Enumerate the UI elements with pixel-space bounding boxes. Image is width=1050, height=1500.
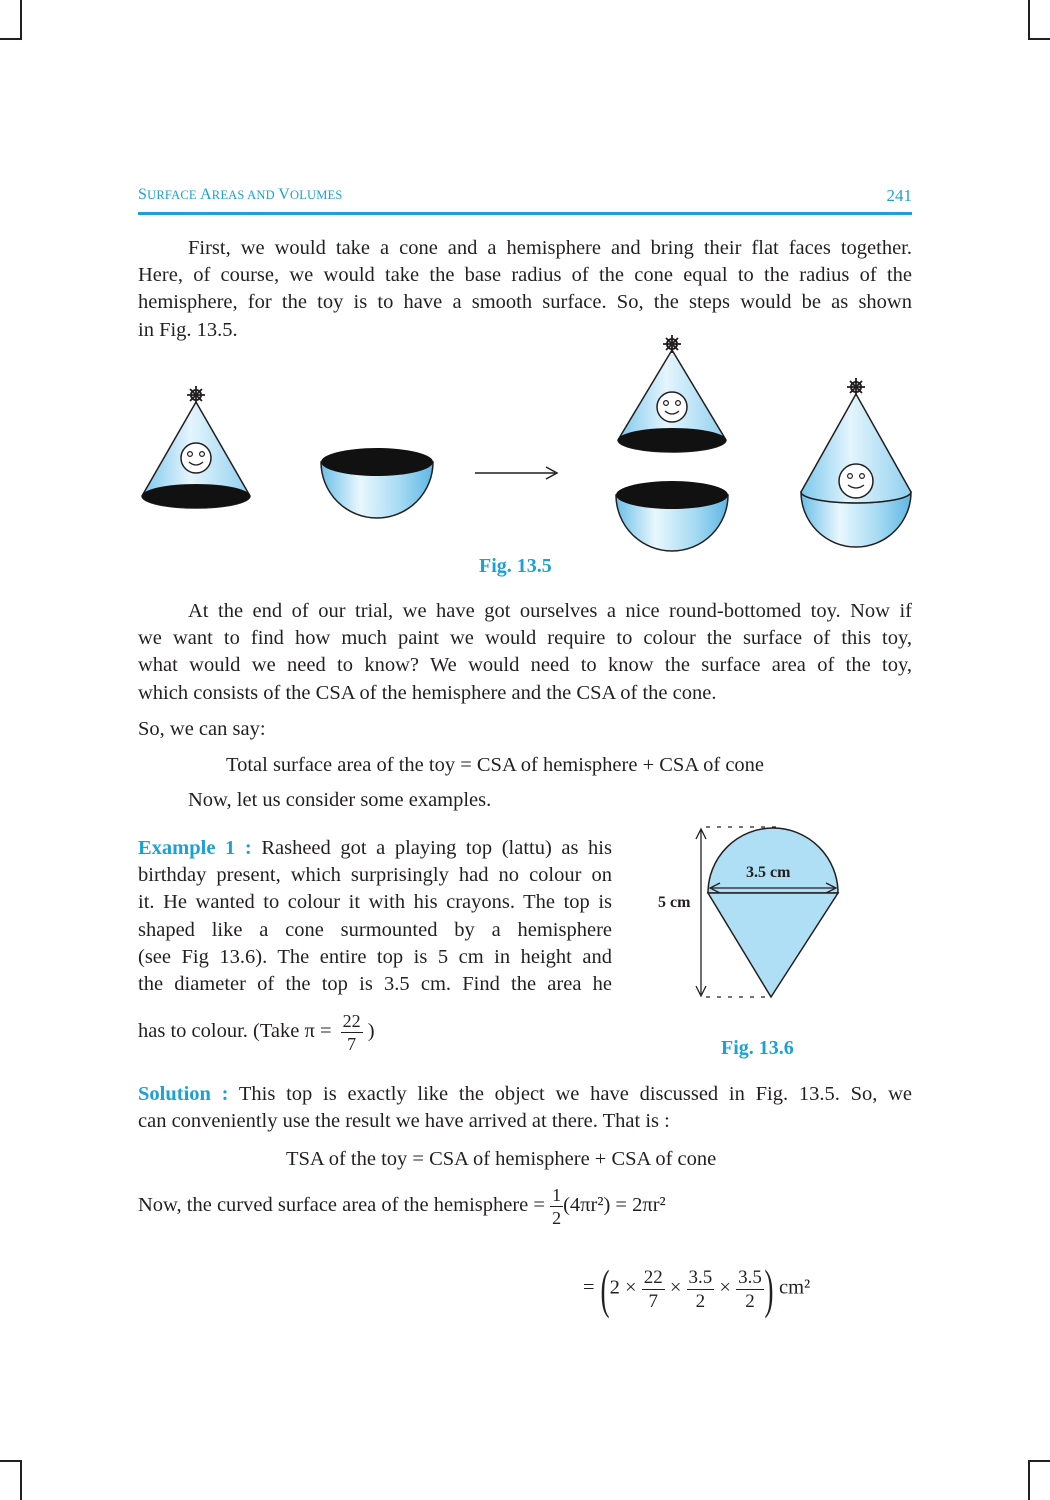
fraction-numerator: 1 — [552, 1185, 562, 1205]
times-sign: × — [669, 1276, 682, 1299]
cone-shape — [618, 335, 726, 452]
unit-label: cm² — [778, 1276, 811, 1299]
crop-mark — [1028, 38, 1050, 40]
text-line: birthday present, which surprisingly had no colour on — [138, 864, 612, 887]
text-line: the diameter of the top is 3.5 cm. Find the area he — [138, 973, 612, 996]
chapter-title-part: REAS AND — [211, 188, 279, 202]
chapter-title — [138, 186, 343, 204]
cone-shape — [142, 386, 250, 508]
chapter-title-part: URFACE — [147, 188, 201, 202]
close-paren: ) — [764, 1259, 774, 1319]
smiley-face-icon — [657, 392, 687, 422]
star-icon — [847, 378, 865, 396]
solution — [138, 1081, 912, 1135]
smiley-face-icon — [181, 443, 211, 473]
text-line: At the end of our trial, we have got ourselves a nice round-bottomed toy. Now if — [188, 600, 912, 622]
formula-tsa: TSA of the toy = CSA of hemisphere + CSA of cone — [286, 1148, 717, 1170]
examples-intro: Now, let us consider some examples. — [188, 789, 492, 811]
text-line: which consists of the CSA of the hemisphere and the CSA of the cone. — [138, 681, 717, 704]
chapter-title-part: V — [278, 186, 290, 203]
take-pi-text: has to colour. (Take π = — [138, 1020, 332, 1043]
times-sign: × — [719, 1276, 731, 1299]
height-label: 5 cm — [658, 894, 691, 911]
fraction-numerator: 22 — [342, 1011, 361, 1031]
hemisphere-shape — [321, 448, 433, 518]
chapter-title-part: S — [138, 186, 148, 203]
crop-mark — [1028, 1460, 1050, 1462]
take-pi-line — [138, 1012, 375, 1053]
fraction-denominator: 2 — [687, 1289, 715, 1311]
fraction-denominator: 2 — [552, 1208, 562, 1228]
page-number: 241 — [886, 186, 912, 205]
header-rule — [138, 212, 912, 215]
fraction-numerator: 3.5 — [688, 1266, 713, 1288]
chapter-title-part: OLUMES — [289, 188, 343, 202]
text-line — [138, 1081, 912, 1108]
take-pi-close: ) — [367, 1020, 375, 1043]
text-line: First, we would take a cone and a hemisphere and bring their flat faces together. — [188, 237, 912, 259]
text-line: can conveniently use the result we have arrived at there. That is : — [138, 1110, 670, 1133]
example-1 — [138, 835, 612, 998]
example-label: Example 1 : — [138, 837, 252, 859]
half-fraction — [550, 1186, 563, 1227]
text-line: in Fig. 13.5. — [138, 318, 238, 341]
diameter-label: 3.5 cm — [746, 864, 791, 881]
fraction-denominator: 2 — [736, 1289, 764, 1311]
csa-hemisphere-line — [138, 1186, 666, 1227]
solution-text: This top is exactly like the object we have discussed in Fig. 13.5. So, we — [238, 1083, 912, 1105]
fraction-numerator: 3.5 — [738, 1266, 762, 1288]
crop-mark — [0, 1460, 22, 1462]
two-times: 2 × — [609, 1276, 637, 1299]
so-we-can-say: So, we can say: — [138, 718, 266, 740]
open-paren: ( — [600, 1259, 610, 1319]
star-icon — [187, 386, 205, 404]
text-line: what would we need to know? We would need to know the surface area of the toy, — [138, 654, 912, 677]
text-line: hemisphere, for the toy is to have a smooth surface. So, the steps would be as shown — [138, 291, 912, 314]
text-line: Here, of course, we would take the base radius of the cone equal to the radius of the — [138, 264, 912, 287]
figure-caption: Fig. 13.6 — [721, 1037, 794, 1059]
hemisphere-shape — [616, 481, 728, 551]
example-text: Rasheed got a playing top (lattu) as his — [261, 837, 612, 859]
calculation-line — [583, 1259, 811, 1319]
csa-expression: (4πr²) = 2πr² — [563, 1194, 666, 1217]
figure-13-6 — [650, 820, 850, 1010]
equals-sign: = — [583, 1276, 595, 1299]
text-line: it. He wanted to colour it with his crayons. The top is — [138, 891, 612, 914]
text-line: we want to find how much paint we would require to colour the surface of this toy, — [138, 627, 912, 650]
fraction-denominator: 7 — [642, 1289, 665, 1311]
fraction-numerator: 22 — [643, 1266, 663, 1288]
crop-mark — [0, 38, 22, 40]
figure-caption: Fig. 13.5 — [479, 555, 552, 577]
text-line — [138, 835, 612, 862]
text-line: (see Fig 13.6). The entire top is 5 cm in height and — [138, 945, 612, 968]
crop-mark — [20, 1460, 22, 1500]
spinning-top-shape — [708, 828, 838, 997]
figure-13-5 — [130, 330, 930, 560]
fraction-3-5-2 — [687, 1268, 715, 1311]
crop-mark — [1028, 0, 1030, 40]
solution-label: Solution : — [138, 1083, 229, 1105]
fraction-22-7 — [642, 1268, 665, 1311]
csa-text: Now, the curved surface area of the hemisphere = — [138, 1194, 545, 1217]
intro-paragraph — [138, 235, 912, 344]
crop-mark — [1028, 1460, 1030, 1500]
formula-total-surface-area: Total surface area of the toy = CSA of hemisphere + CSA of cone — [226, 754, 765, 776]
pi-fraction — [341, 1012, 363, 1053]
arrow-icon — [475, 467, 557, 479]
smiley-face-icon — [839, 464, 873, 498]
fraction-3-5-2 — [736, 1268, 764, 1311]
text-line: shaped like a cone surmounted by a hemisphere — [138, 918, 612, 941]
trial-paragraph — [138, 598, 912, 707]
crop-mark — [20, 0, 22, 40]
fraction-denominator: 7 — [341, 1032, 363, 1053]
star-icon — [663, 335, 681, 353]
toy-shape — [801, 378, 911, 547]
chapter-title-part: A — [200, 186, 212, 203]
running-header — [138, 186, 912, 208]
